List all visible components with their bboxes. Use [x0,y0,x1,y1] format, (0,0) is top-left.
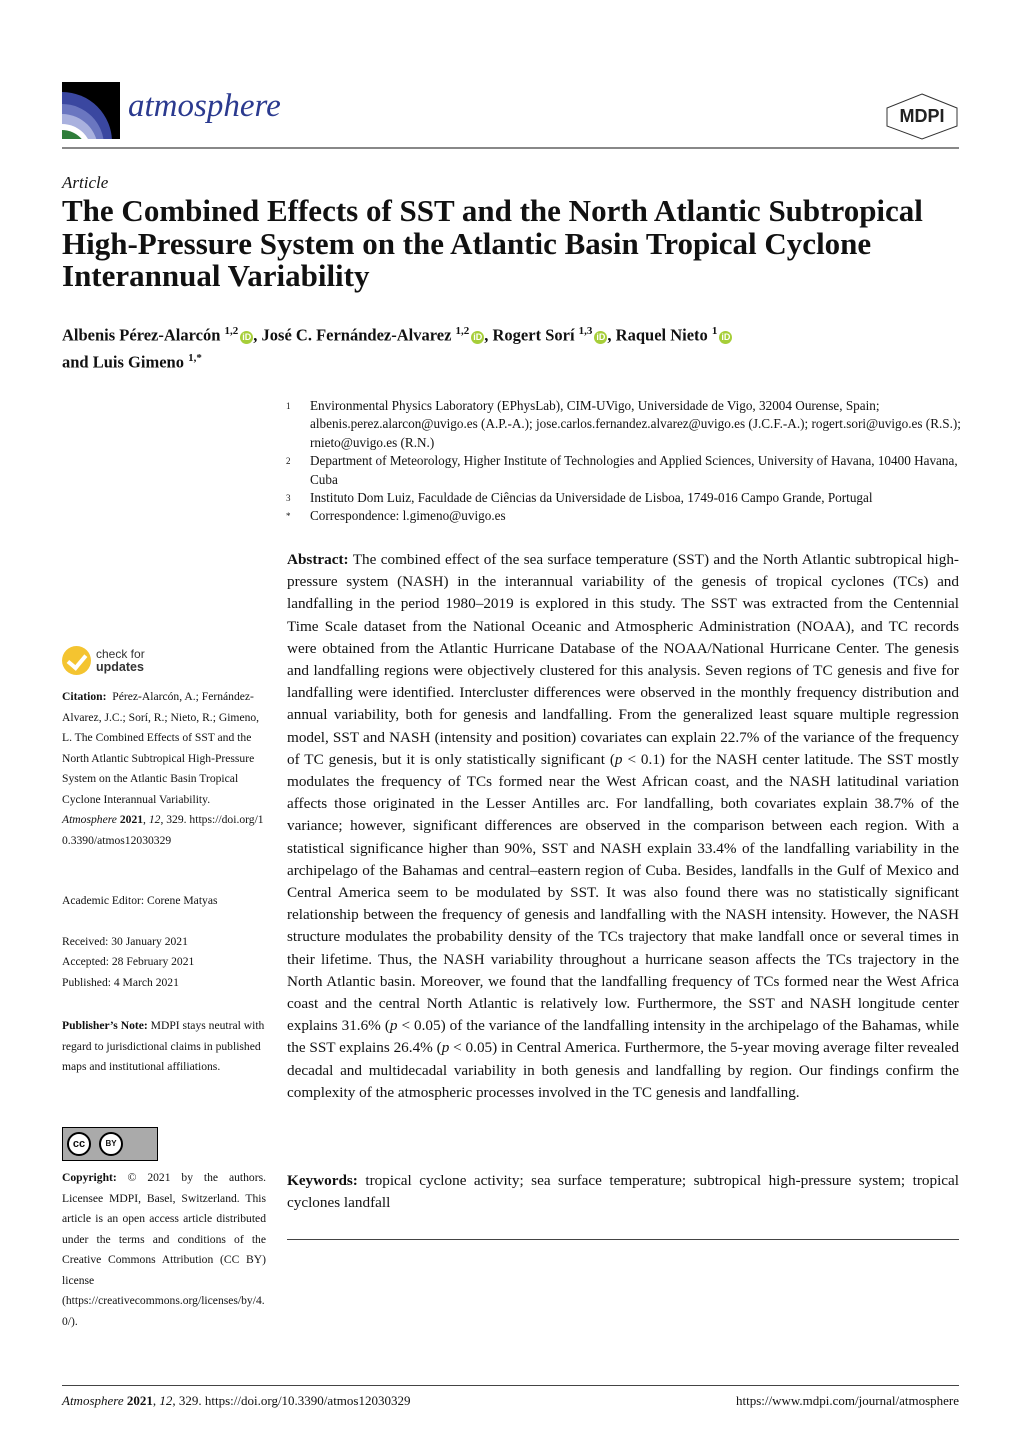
footer-journal-url[interactable]: https://www.mdpi.com/journal/atmosphere [735,1393,959,1408]
orcid-icon[interactable]: iD [242,331,252,342]
check-for-updates-button[interactable] [62,646,145,675]
author: Albenis Pérez-Alarcón [62,325,221,345]
footer-journal: Atmosphere [62,1393,124,1408]
affiliation-number: 3 [286,493,291,504]
affiliation-item [286,397,966,452]
affiliations [286,397,966,526]
affiliation-number: 2 [286,456,291,467]
citation-year: 2021 [119,813,144,826]
abstract-text: < 0.1) for the NASH center latitude. The SST mostly modulates the frequency of TCs formed near the West African coast, and the NASH latitudinal variation affects those originated in the Lesser Antilles arc. For landfalling, both covariates explain 38.7% of the variance; however, significant differences are observed in the comparison between each region. With a statistical significance higher than 90%, SST and NASH explain 33.4% of the landfalling variability in the archipelago of the Bahamas and central–eastern region of Cuba. Besides, landfalls in the Gulf of Mexico and Central America seem to be modulated by SST. It was also found there was no statistically significant relationship between the frequency of genesis and landfalling with the NASH intensity. However, the NASH structure modulates the probability density of the TCs trajectory that make landfall once or several times in their lifetime. Thus, the NASH variability throughout a hurricane season affects the TCs trajectory in the North Atlantic basin. Moreover, we found that the landfalling frequency of TCs formed near the West Africa coast and the central North Atlantic is relatively low. Furthermore, the SST and NASH longitude center explains 31.6% ( [287,750,959,1035]
abstract-text: The combined effect of the sea surface temperature (SST) and the North Atlantic subtropical high-pressure system (NASH) in the interannual variability of the genesis of tropical cyclones (TCs) and landfalling in the period 1980–2019 is explored in this study. The SST was extracted from the Centennial Time Scale dataset from the National Oceanic and Atmospheric Administration (NOAA), and TC records were obtained from the Atlantic Hurricane Database of the NOAA/National Hurricane Center. The genesis and landfalling regions were objectively clustered for this analysis. Seven regions of TC genesis and five for landfalling were identified. Intercluster differences were observed in the monthly frequency distribution and annual variability, both for genesis and landfalling. From the generalized least square multiple regression model, SST and NASH (intensity and position) covariates can explain 22.7% of the variance of the frequency of TC genesis, but it is only statistically significant ( [287,551,959,768]
academic-editor: Academic Editor: Corene Matyas [62,894,218,907]
author-list [62,320,862,373]
journal-name: atmosphere [128,88,281,124]
keywords-label: Keywords: [287,1172,358,1189]
p-symbol: p [441,1039,450,1057]
publisher-note [62,1016,266,1078]
accepted-date: Accepted: 28 February 2021 [62,955,195,968]
p-symbol: p [614,750,623,768]
by-icon: BY [99,1132,123,1156]
mdpi-logo-text: MDPI [899,106,945,126]
cc-by-license-badge[interactable] [62,1127,158,1161]
section-divider [287,1239,959,1240]
abstract-text: < 0.05) of the variance of the landfalling intensity in the archipelago of the Bahamas, while the SST explains 26.4% ( [287,1017,959,1057]
affiliation-number: * [286,511,291,522]
publisher-note-label: Publisher’s Note: [62,1019,148,1032]
keywords-text: tropical cyclone activity; sea surface temperature; subtropical high-pressure system; tropical cyclones landfall [287,1172,959,1212]
footer-doi-link[interactable]: , 329. https://doi.org/10.3390/atmos12030329 [172,1393,411,1408]
author-separator: , [607,325,616,345]
author-affiliation-marker: 1,2 [455,325,470,337]
orcid-icon[interactable]: iD [596,331,606,342]
journal-logo [62,82,120,139]
paper-title: The Combined Effects of SST and the North Atlantic Subtropical High-Pressure System on the Atlantic Basin Tropical Cyclone Interannual Variability [62,193,923,293]
affiliation-text: Instituto Dom Luiz, Faculdade de Ciências da Universidade de Lisboa, 1749-016 Campo Grande, Portugal [310,490,873,506]
author-affiliation-marker: 1,2 [224,325,239,337]
citation-label: Citation: [62,690,107,703]
author-separator: , [253,325,262,345]
footer-volume: 12 [159,1393,173,1408]
cc-icon: cc [67,1132,91,1156]
abstract-label: Abstract: [287,551,349,568]
citation: Citation: Pérez-Alarcón, A.; Fernández-Alvarez, J.C.; Sorí, R.; Nieto, R.; Gimeno, L. The Combined Effects of SST and the North Atlantic Subtropical High-Pressure System on the Atlantic Basin Tropical Cyclone Interannual Variability. Atmosphere 2021, 12, 329. https://doi.org/10.3390/atmos12030329 [62,690,264,847]
author: Raquel Nieto [615,325,708,345]
author-separator: , [484,325,493,345]
citation-journal: Atmosphere [62,813,117,826]
check-icon [62,646,91,675]
abstract [287,549,959,1104]
footer [62,1393,959,1409]
publisher-note-text: MDPI stays neutral with regard to jurisdictional claims in published maps and institutional affiliations. [62,1019,265,1073]
article-type: Article [62,173,109,192]
citation-text: Pérez-Alarcón, A.; Fernández-Alvarez, J.C.; Sorí, R.; Nieto, R.; Gimeno, L. The Combined Effects of SST and the North Atlantic Subtropical High-Pressure System on the Atlantic Basin Tropical Cyclone Interannual Variability. [62,690,260,806]
author-affiliation-marker: 1,3 [578,325,593,337]
affiliation-item [286,452,966,489]
abstract-text: < 0.05) in Central America. Furthermore, the 5-year moving average filter revealed decadal and multidecadal variability in both genesis and landfalling by region. Our findings confirm the complexity of the atmospheric processes involved in the TC genesis and landfalling. [287,1039,959,1101]
copyright-label: Copyright: [62,1171,117,1184]
updates-label: updates [96,659,144,674]
orcid-icon[interactable]: iD [473,331,483,342]
citation-doi[interactable]: , 329. https://doi.org/10.3390/atmos12030329 [62,813,264,847]
keywords [287,1170,959,1214]
affiliation-item [286,489,966,507]
published-date: Published: 4 March 2021 [62,976,179,989]
author: José C. Fernández-Alvarez [261,325,452,345]
affiliation-text: Environmental Physics Laboratory (EPhysLab), CIM-UVigo, Universidade de Vigo, 32004 Ourense, Spain; albenis.perez.alarcon@uvigo.es (A.P.-A.); jose.carlos.fernandez.alvarez@uvigo.es (J.C.F.-A.); rogert.sori@uvigo.es (R.S.); rnieto@uvigo.es (R.N.) [310,398,961,450]
header-rule [62,147,959,149]
author-affiliation-marker: 1 [711,325,718,337]
p-symbol: p [389,1017,398,1035]
orcid-icon[interactable]: iD [721,331,731,342]
copyright [62,1168,266,1332]
footer-year: 2021 [126,1393,153,1408]
footer-citation: Atmosphere 2021, 12, 329. https://doi.org/10.3390/atmos12030329 [62,1393,411,1408]
received-date: Received: 30 January 2021 [62,935,188,948]
affiliation-number: 1 [286,401,291,411]
check-label: check for [96,646,145,661]
affiliation-item [286,507,966,525]
affiliation-text: Correspondence: l.gimeno@uvigo.es [310,508,506,524]
mdpi-logo [885,92,959,140]
author: and Luis Gimeno [62,352,184,371]
citation-volume: 12 [148,813,161,826]
author-affiliation-marker: 1,* [188,351,202,364]
affiliation-text: Department of Meteorology, Higher Institute of Technologies and Applied Sciences, University of Havana, 10400 Havana, Cuba [310,453,958,487]
footer-rule [62,1385,959,1386]
copyright-text: © 2021 by the authors. Licensee MDPI, Basel, Switzerland. This article is an open access article distributed under the terms and conditions of the Creative Commons Attribution (CC BY) license (https://creativecommons.org/licenses/by/4.0/). [62,1171,266,1328]
author: Rogert Sorí [492,325,575,345]
